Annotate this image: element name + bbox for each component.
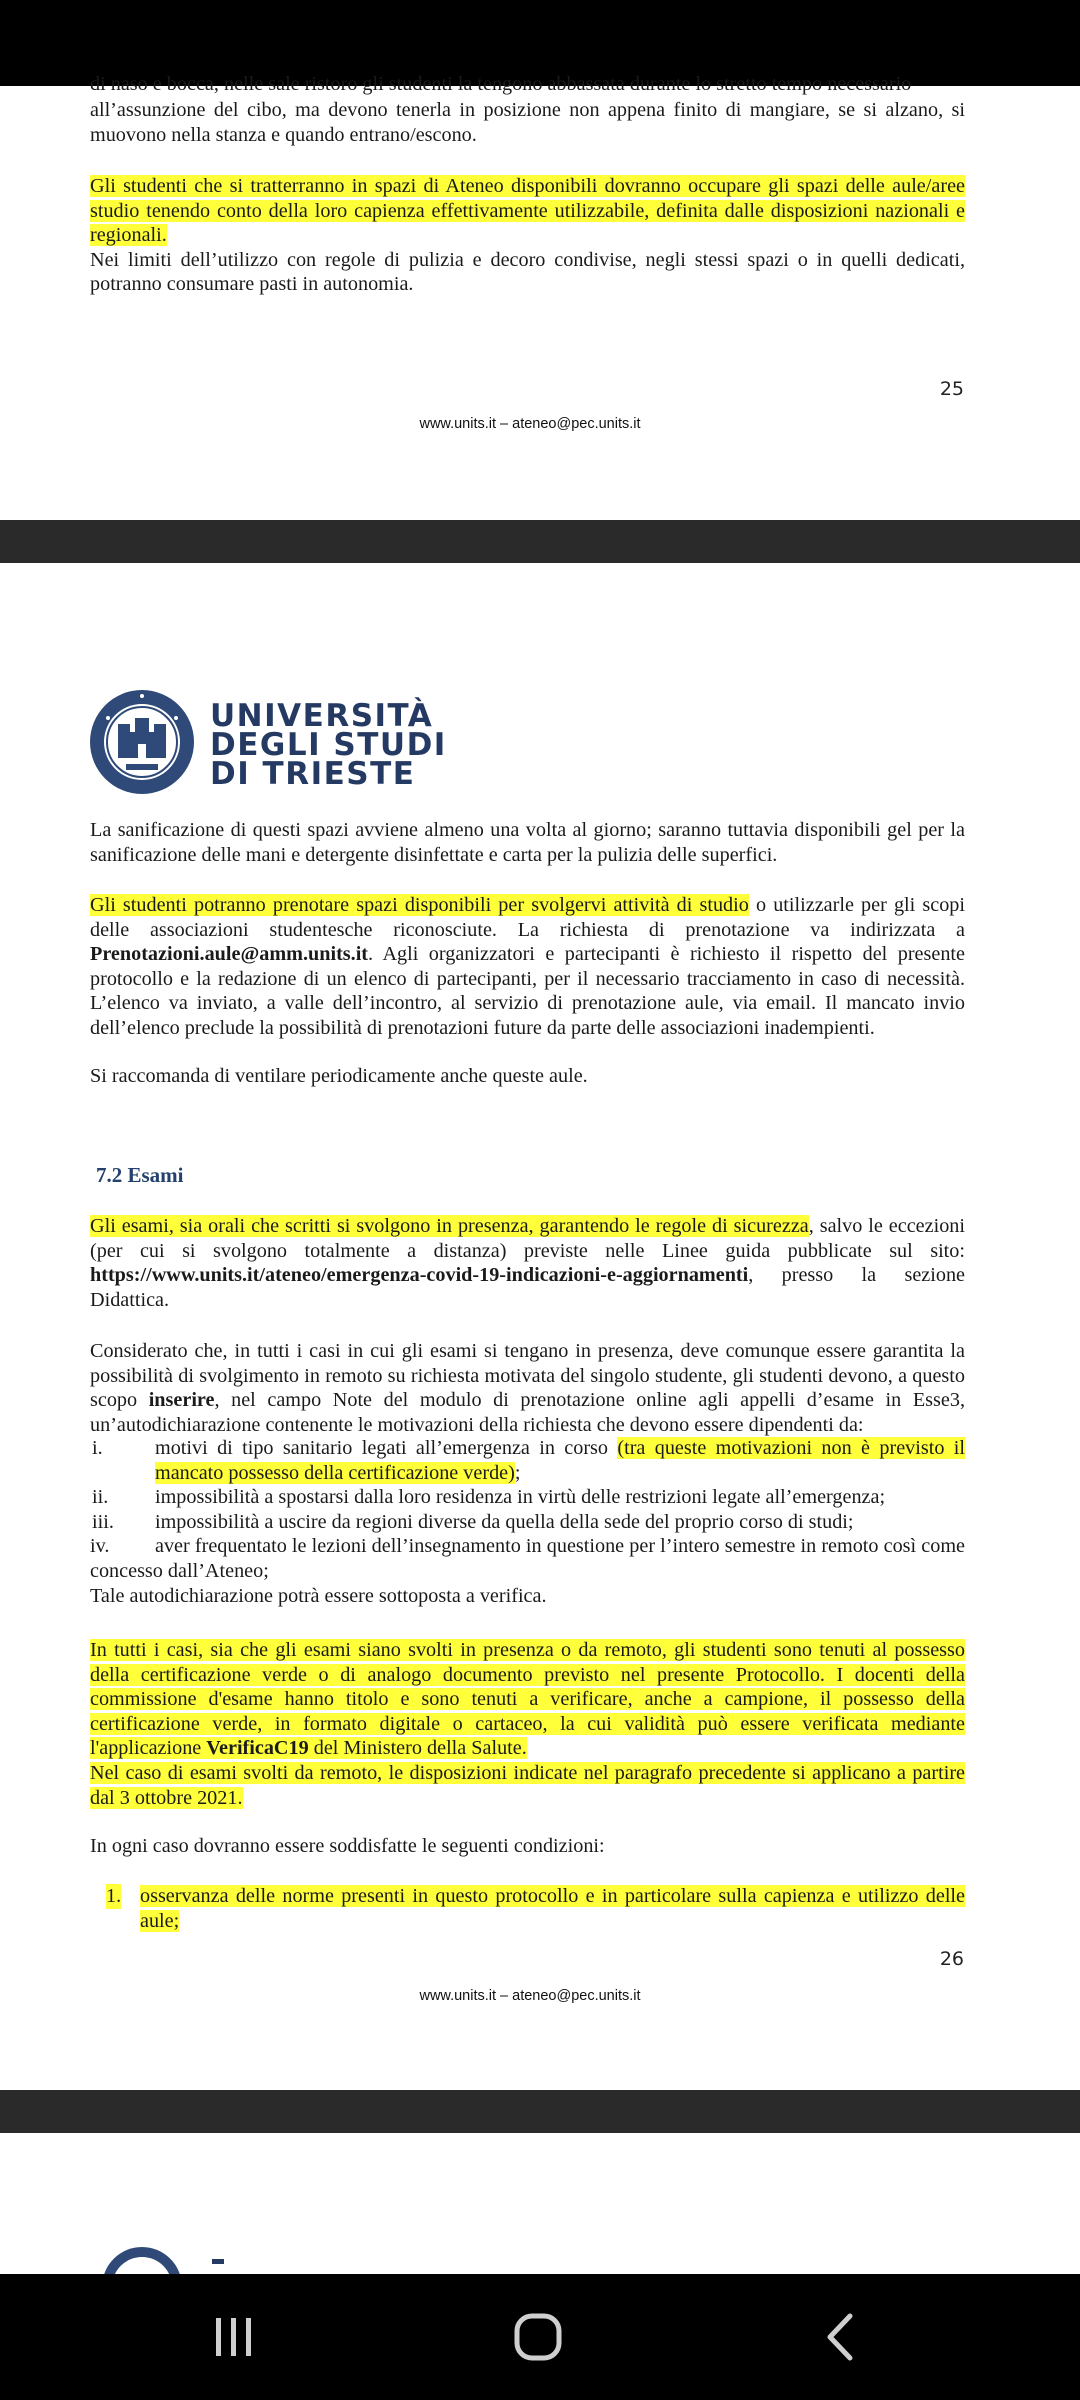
highlighted-paragraph [90, 1638, 965, 1810]
back-icon[interactable] [808, 2304, 874, 2370]
list-item [90, 1534, 965, 1583]
university-name-line: DEGLI STUDI [210, 727, 447, 763]
paragraph-text: Nei limiti dell’utilizzo con regole di pulizia e decoro condivise, negli stessi spazi o in quelli dedicati, potranno consumare pasti in autonomia. [90, 248, 965, 296]
document-page-25 [0, 73, 1080, 520]
document-page-27 [0, 2133, 1080, 2274]
list-item [90, 1884, 965, 1933]
paragraph [90, 1339, 965, 1437]
list-item-number: iii. [92, 1510, 114, 1533]
highlighted-text: In tutti i casi, sia che gli esami siano svolti in presenza o da remoto, gli studenti sono tenuti al possesso della certificazione verde o di analogo documento previsto nel presente Protocollo. I docenti della commissione d'esame hanno titolo e sono tenuti a verificare, anche a campione, il possesso della certificazione verde, in formato digitale o cartaceo, la cui validità può essere verificata mediante l'applicazione [90, 1639, 965, 1760]
highlighted-text: Gli studenti potranno prenotare spazi disponibili per svolgervi attività di studio [90, 894, 749, 916]
home-icon[interactable] [505, 2304, 571, 2370]
paragraph [90, 893, 965, 1041]
list-item [90, 1485, 965, 1510]
highlighted-text: Nel caso di esami svolti da remoto, le disposizioni indicate nel paragrafo precedente si applicano a partire dal 3 ottobre 2021. [90, 1761, 965, 1809]
paragraph-text: Si raccomanda di ventilare periodicamente anche queste aule. [90, 1065, 588, 1087]
highlighted-text: Gli studenti che si tratterranno in spazi di Ateneo disponibili dovranno occupare gli spazi delle aule/aree studio tenendo conto della loro capienza effettivamente utilizzabile, definita dalle disposizioni nazionali e regionali. [90, 175, 965, 247]
paragraph [90, 1214, 965, 1312]
paragraph [90, 98, 965, 147]
university-name-line: DI TRIESTE [210, 756, 416, 792]
highlighted-text: (tra queste motivazioni non è previsto il mancato possesso della certificazione verde) [155, 1437, 965, 1484]
page-separator [0, 520, 1080, 563]
list-item-number: i. [92, 1437, 103, 1459]
bold-text: inserire [148, 1389, 215, 1412]
cut-text-line: di naso e bocca, nelle sale ristoro gli studenti la tengono abbassata durante lo stretto tempo necessario [90, 73, 912, 95]
list-item [90, 1436, 965, 1485]
url-link[interactable]: https://www.units.it/ateneo/emergenza-covid-19-indicazioni-e-aggiornamenti [90, 1264, 749, 1287]
paragraph-text: Considerato che, in tutti i casi in cui gli esami si tengano in presenza, deve comunque essere garantita la possibilità di svolgimento in remoto su richiesta motivata del singolo studente, gli studenti devono, a questo scopo [90, 1340, 965, 1412]
highlighted-text: osservanza delle norme presenti in questo protocollo e in particolare sulla capienza e utilizzo delle aule; [140, 1885, 965, 1932]
page-number: 25 [939, 378, 964, 400]
list-item-text: aver frequentato le lezioni dell’insegnamento in questione per l’intero semestre in remoto così come concesso dall’Ateneo; [90, 1535, 965, 1582]
section-heading: 7.2 Esami [96, 1163, 184, 1187]
recent-apps-icon[interactable] [200, 2304, 266, 2370]
university-name-line: UNIVERSITÀ [210, 698, 434, 734]
roman-list [90, 1436, 965, 1608]
app-name: VerificaC19 [206, 1737, 309, 1760]
list-item [90, 1510, 965, 1535]
paragraph-text: , presso la sezione Didattica. [90, 1264, 965, 1311]
paragraph [90, 174, 965, 297]
page-footer: www.units.it – ateneo@pec.units.it [419, 1988, 641, 2004]
paragraph-text: In ogni caso dovranno essere soddisfatte le seguenti condizioni: [90, 1835, 605, 1857]
list-item-text: motivi di tipo sanitario legati all’emergenza in corso [155, 1437, 618, 1459]
accent-mark [212, 2259, 224, 2264]
university-seal-logo [88, 688, 196, 796]
paragraph [90, 1064, 965, 1089]
paragraph-text: , nel campo Note del modulo di prenotazione online agli appelli d’esame in Esse3, un’autodichiarazione contenente le motivazioni della richiesta che devono essere dipendenti da: [90, 1389, 965, 1436]
list-item-number: ii. [92, 1486, 109, 1509]
page-separator [0, 2090, 1080, 2133]
list-item-text: ; [514, 1461, 521, 1484]
paragraph [90, 1834, 965, 1859]
page-number: 26 [939, 1948, 964, 1970]
highlighted-text: Gli esami, sia orali che scritti si svolgono in presenza, garantendo le regole di sicurezza [90, 1215, 809, 1237]
highlighted-text: del Ministero della Salute. [308, 1737, 527, 1760]
paragraph-text: o utilizzarle per gli scopi delle associazioni studentesche riconosciute. La richiesta di prenotazione va indirizzata a [90, 894, 965, 941]
list-item-number: 1. [106, 1885, 122, 1907]
email-address: Prenotazioni.aule@amm.units.it [90, 943, 369, 966]
paragraph [90, 818, 965, 867]
paragraph-text: La sanificazione di questi spazi avviene almeno una volta al giorno; saranno tuttavia disponibili gel per la sanificazione delle mani e detergente disinfettate e carta per la pulizia delle superfici. [90, 819, 965, 866]
paragraph-text: . Agli organizzatori e partecipanti è richiesto il rispetto del presente protocollo e la redazione di un elenco di partecipanti, per il necessario tracciamento in caso di necessità. L’elenco va inviato, a valle dell’incontro, al servizio di prenotazione aule, via email. Il mancato invio dell’elenco preclude la possibilità di prenotazioni future da parte delle associazioni inadempienti. [90, 943, 965, 1039]
list-item-text: impossibilità a uscire da regioni diverse da quella della sede del proprio corso di studi; [155, 1510, 854, 1533]
navigation-bar [0, 2274, 1080, 2400]
list-item-number: iv. [90, 1535, 110, 1558]
paragraph-text: Tale autodichiarazione potrà essere sottoposta a verifica. [90, 1584, 547, 1607]
list-item-text: impossibilità a spostarsi dalla loro residenza in virtù delle restrizioni legate all’emergenza; [155, 1486, 886, 1509]
paragraph-text: , salvo le eccezioni (per cui si svolgono totalmente a distanza) previste nelle Linee guida pubblicate sul sito: [90, 1215, 965, 1262]
paragraph-text: all’assunzione del cibo, ma devono tenerla in posizione non appena finito di mangiare, se si alzano, si muovono nella stanza e quando entrano/escono. [90, 99, 965, 146]
numbered-list [90, 1884, 965, 1933]
page-footer: www.units.it – ateneo@pec.units.it [419, 416, 641, 432]
